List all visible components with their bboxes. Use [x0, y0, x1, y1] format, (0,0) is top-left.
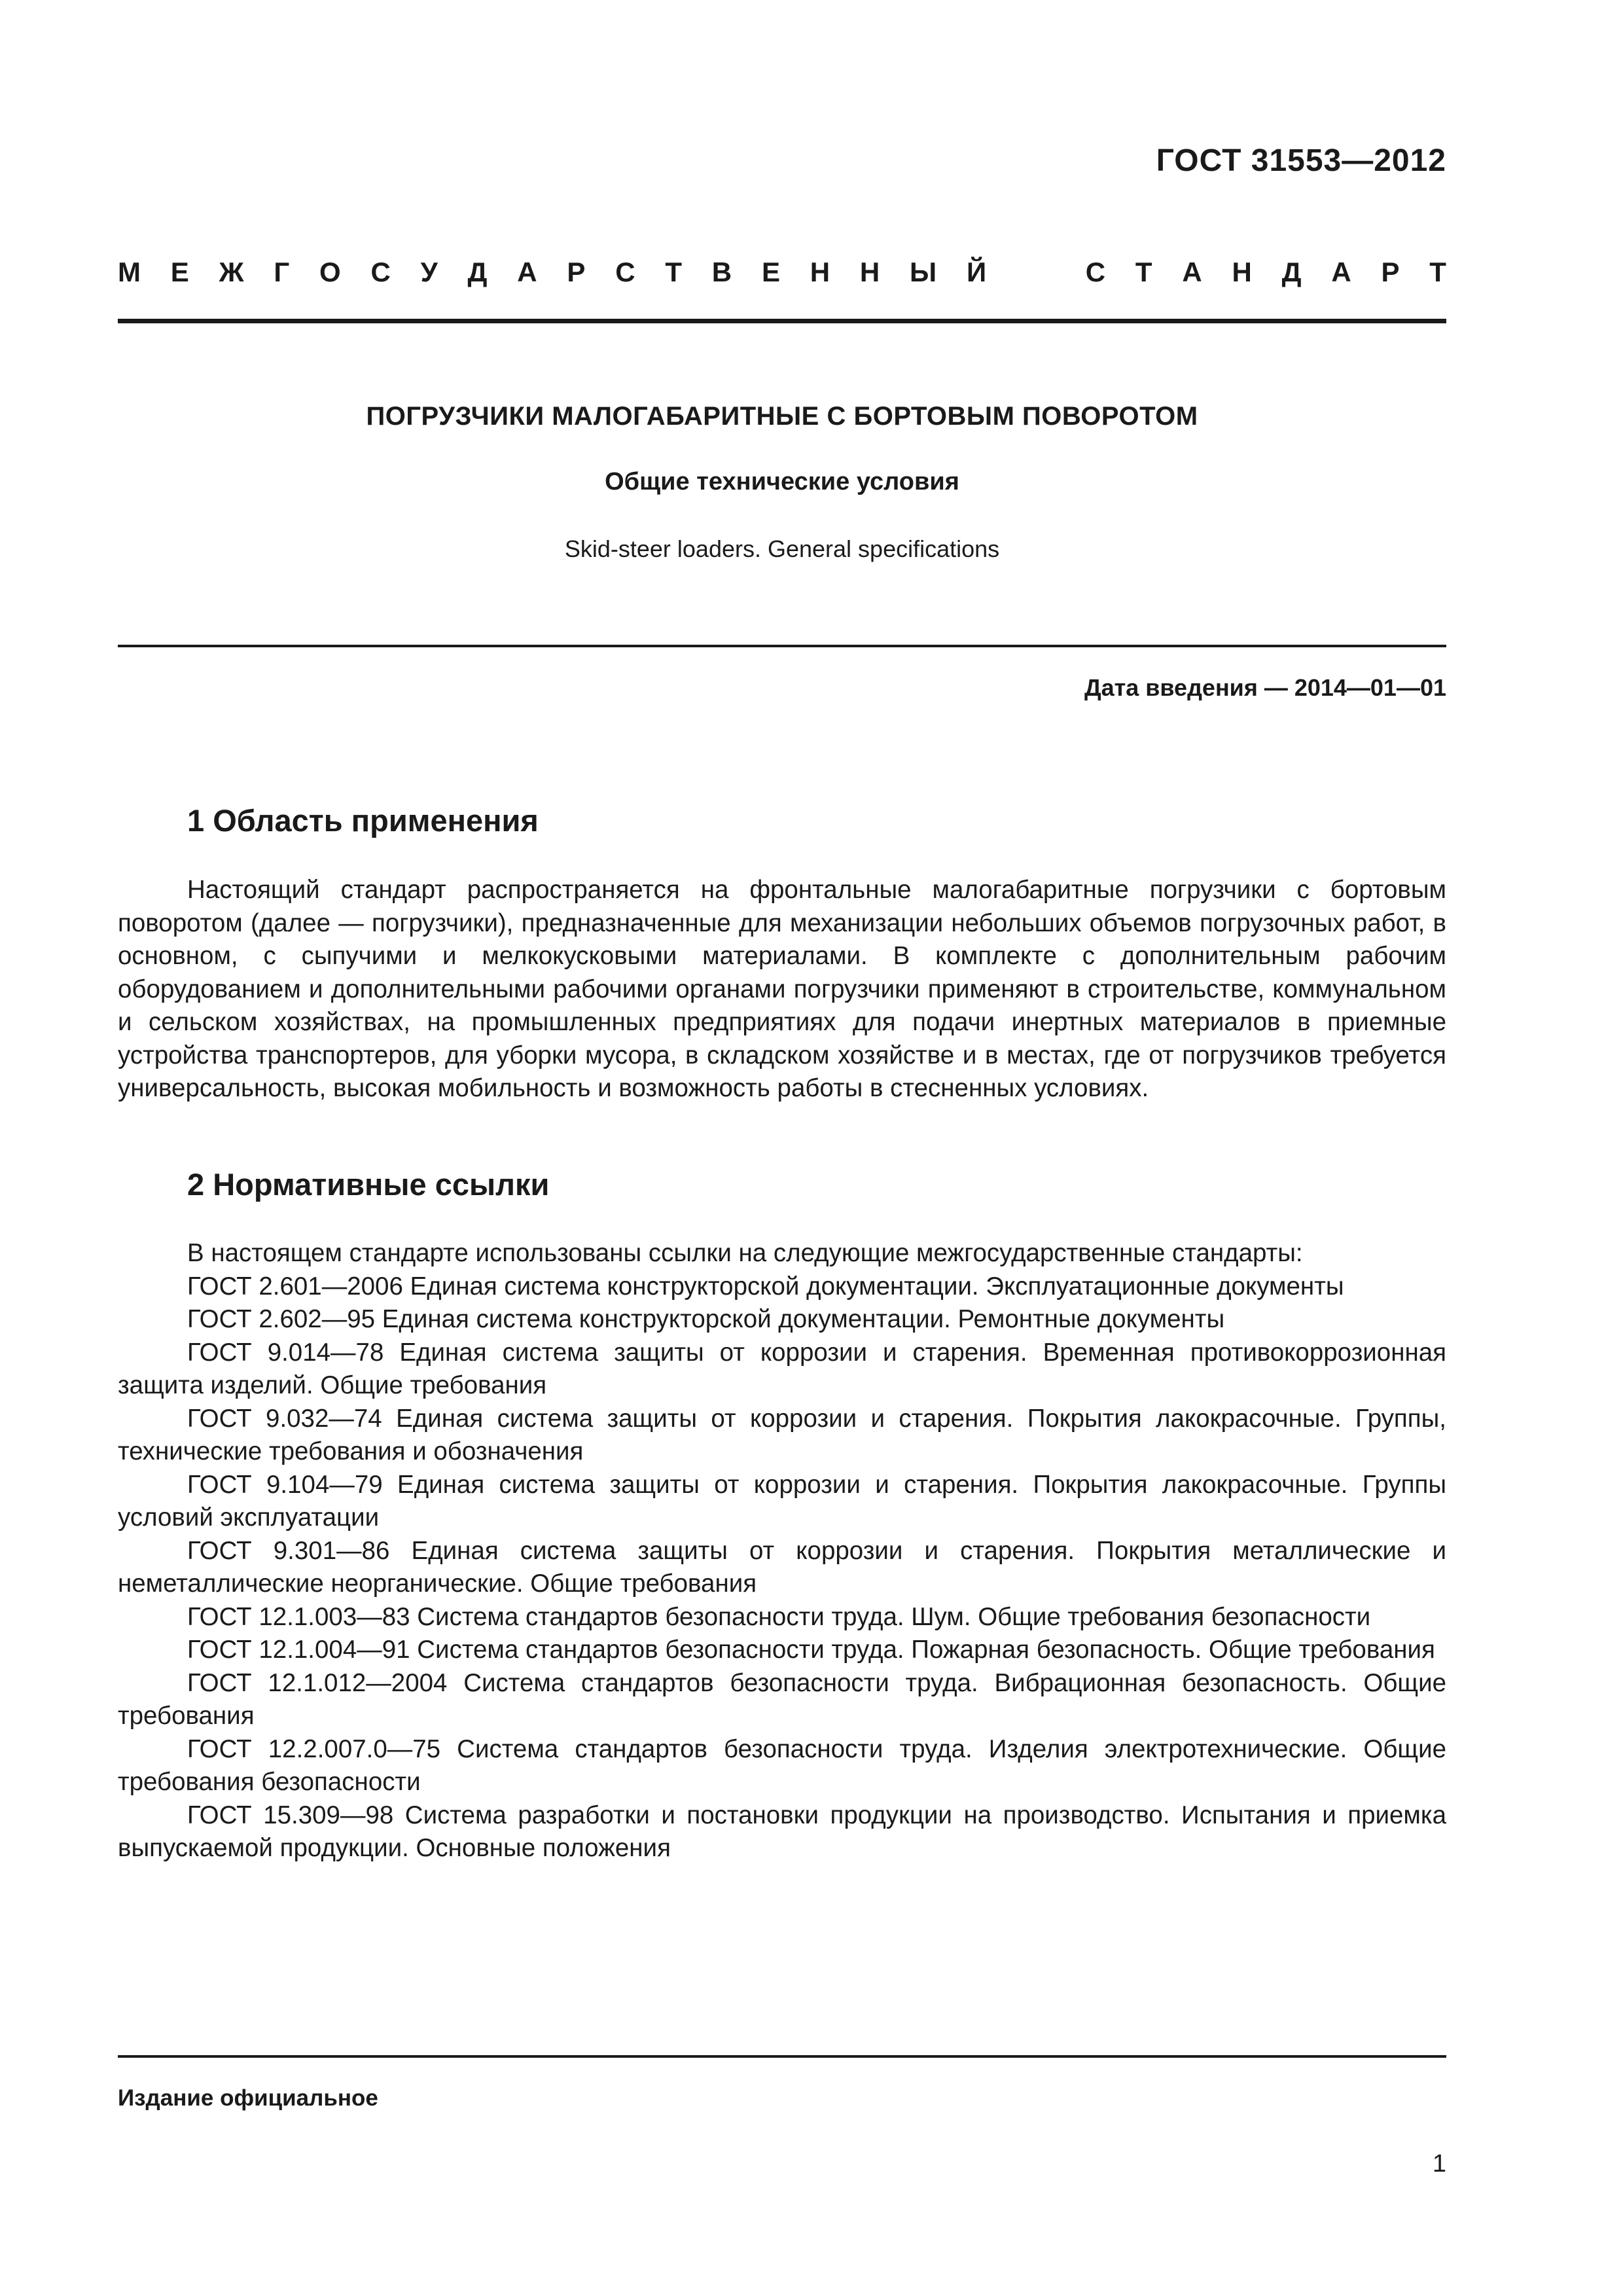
page-number: 1 [1432, 2150, 1446, 2178]
banner-letter: Д [1281, 257, 1302, 287]
section-heading-scope: 1 Область применения [187, 803, 539, 838]
banner-letter: Е [170, 257, 189, 287]
document-subtitle: Общие технические условия [605, 468, 959, 495]
banner-letter: Д [467, 257, 488, 287]
reference-item: ГОСТ 12.1.003—83 Система стандартов безопасности труда. Шум. Общие требования безопасности [187, 1602, 1371, 1631]
document-title: ПОГРУЗЧИКИ МАЛОГАБАРИТНЫЕ С БОРТОВЫМ ПОВОРОТОМ [366, 402, 1198, 431]
reference-item: ГОСТ 12.2.007.0—75 Система стандартов безопасности труда. Изделия электротехнические. Общие требования безопасности [118, 1734, 1446, 1796]
reference-item: ГОСТ 12.1.012—2004 Система стандартов безопасности труда. Вибрационная безопасность. Общие требования [118, 1668, 1446, 1730]
reference-item: ГОСТ 2.601—2006 Единая система конструкторской документации. Эксплуатационные документы [187, 1272, 1344, 1300]
banner-letter: Н [859, 257, 880, 287]
document-title-english: Skid-steer loaders. General specifications [564, 535, 1000, 562]
footer-rule [118, 2055, 1446, 2058]
banner-letter: У [420, 257, 438, 287]
reference-item: ГОСТ 2.602—95 Единая система конструкторской документации. Ремонтные документы [187, 1305, 1225, 1333]
official-edition-label: Издание официальное [118, 2085, 378, 2111]
banner-letter: Й [966, 257, 987, 287]
paragraph: В настоящем стандарте использованы ссылки на следующие межгосударственные стандарты: [187, 1239, 1303, 1267]
banner-letter: А [517, 257, 537, 287]
reference-item: ГОСТ 15.309—98 Система разработки и постановки продукции на производство. Испытания и приемка выпускаемой продукции. Основные положения [118, 1801, 1446, 1862]
reference-item: ГОСТ 9.104—79 Единая система защиты от коррозии и старения. Покрытия лакокрасочные. Группы условий эксплуатации [118, 1470, 1446, 1532]
banner-letter: Т [1429, 257, 1446, 287]
standard-designation: ГОСТ 31553—2012 [1156, 143, 1446, 178]
banner-letter: М [118, 257, 141, 287]
banner-letter: Т [665, 257, 682, 287]
banner-letter: Н [1232, 257, 1252, 287]
banner-word-gap [1016, 257, 1056, 288]
header-rule [118, 319, 1446, 323]
banner-letter: С [615, 257, 635, 287]
banner-letter: А [1331, 257, 1351, 287]
banner-letter: В [711, 257, 732, 287]
banner-letter: Ы [910, 257, 937, 287]
banner-letter: С [370, 257, 391, 287]
reference-item: ГОСТ 9.301—86 Единая система защиты от коррозии и старения. Покрытия металлические и неметаллические неорганические. Общие требования [118, 1536, 1446, 1598]
banner-letter: Е [761, 257, 780, 287]
introduction-date: Дата введения — 2014—01—01 [1084, 674, 1446, 701]
section-body-normative-references [118, 1237, 1446, 1865]
title-rule [118, 645, 1446, 647]
reference-item: ГОСТ 9.014—78 Единая система защиты от коррозии и старения. Временная противокоррозионная защита изделий. Общие требования [118, 1338, 1446, 1399]
banner-letter: Ж [219, 257, 244, 287]
standard-type-banner [118, 257, 1446, 288]
banner-letter: А [1182, 257, 1202, 287]
banner-letter: О [319, 257, 341, 287]
reference-item: ГОСТ 9.032—74 Единая система защиты от коррозии и старения. Покрытия лакокрасочные. Группы, технические требования и обозначения [118, 1404, 1446, 1465]
banner-letter: Р [1381, 257, 1400, 287]
banner-letter: Т [1135, 257, 1152, 287]
section-heading-normative-references: 2 Нормативные ссылки [187, 1167, 550, 1202]
reference-item: ГОСТ 12.1.004—91 Система стандартов безопасности труда. Пожарная безопасность. Общие требования [187, 1636, 1435, 1664]
banner-letter: Н [810, 257, 830, 287]
section-body-scope [118, 874, 1446, 1105]
paragraph: Настоящий стандарт распространяется на фронтальные малогабаритные погрузчики с бортовым поворотом (далее — погрузчики), предназначенные для механизации небольших объемов погрузочных работ, в основном, с сыпучими и мелкокусковыми материалами. В комплекте с дополнительным рабочим оборудованием и дополнительными рабочими органами погрузчики применяют в строительстве, коммунальном и сельском хозяйствах, на промышленных предприятиях для подачи инертных материалов в приемные устройства транспортеров, для уборки мусора, в складском хозяйстве и в местах, где от погрузчиков требуется универсальность, высокая мобильность и возможность работы в стесненных условиях. [118, 876, 1446, 1102]
banner-letter: С [1085, 257, 1106, 287]
banner-letter: Г [274, 257, 290, 287]
banner-letter: Р [567, 257, 586, 287]
